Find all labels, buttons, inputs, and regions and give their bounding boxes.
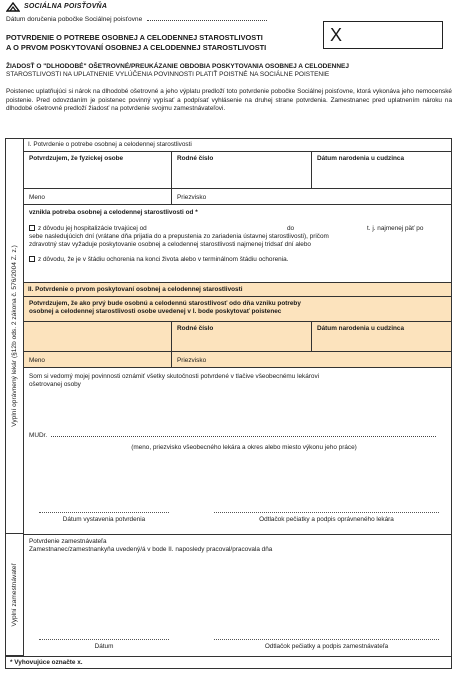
checkbox-hospitalization[interactable] [29, 225, 35, 231]
meno-cell-2[interactable] [24, 352, 172, 368]
title-line-2: A O PRVOM POSKYTOVANÍ OSOBNEJ A CELODENNEJ STAROSTLIVOSTI [6, 42, 267, 52]
logo [6, 2, 107, 12]
mudr-hint: (meno, priezvisko všeobecného lekára a okres alebo miesto výkonu jeho práce) [131, 444, 357, 451]
receipt-date-row [6, 16, 326, 24]
section-2-heading-text: II. Potvrdenie o prvom poskytovaní osobnej a celodennej starostlivosti [28, 286, 243, 293]
sp-logo-icon [6, 2, 20, 12]
section-1-heading-text: I. Potvrdenie o potrebe osobnej a celodennej starostlivosti [28, 141, 192, 148]
section-2-confirm-line-2: osobnej a celodennej starostlivosti osobe uvedenej v I. bode poskytovať poistenec [29, 308, 282, 315]
mark-box[interactable] [323, 21, 443, 49]
option1-line-2: sebe nasledujúcich dní (vrátane dňa prijatia do a prepustenia zo zariadenia ústavnej starostlivosti), pričom [29, 233, 329, 240]
section-2-heading [24, 283, 451, 297]
receipt-date-field[interactable] [147, 20, 267, 21]
subtitle-line-1: ŽIADOSŤ O "DLHODOBÉ" OŠETROVNÉ/PREUKÁZANIE OBDOBIA POSKYTOVANIA OSOBNEJ A CELODENNEJ [6, 63, 349, 70]
meno-cell-1[interactable] [24, 189, 172, 205]
rodne-cislo-label-1: Rodné číslo [177, 155, 214, 162]
priezvisko-cell-1[interactable] [172, 189, 451, 205]
subtitle [6, 63, 452, 80]
priezvisko-label-1: Priezvisko [177, 194, 207, 201]
need-block [24, 205, 451, 283]
employer-stamp-label: Odtlačok pečiatky a podpis zamestnávateľa [264, 643, 389, 650]
confirm-person-cell [24, 152, 172, 189]
mudr-label: MUDr. [29, 432, 48, 439]
confirm-person-label: Potvrdzujem, že fyzickej osobe [29, 155, 124, 162]
subtitle-line-2: STAROSTLIVOSTI NA UPLATNENIE VYLÚČENIA POVINNOSTI PLATIŤ POISTNÉ NA SOCIÁLNE POISTENIE [6, 71, 330, 79]
priezvisko-cell-2[interactable] [172, 352, 451, 368]
intro-paragraph: Poistenec uplatňujúci si nárok na dlhodobé ošetrovné a jeho výplatu predloží toto potvrdenie pobočke Sociálnej poisťovne, ktorá vykonáva jeho nemocenské poistenie. Pred odovzdaním je poistenec povinný vypísať a podpísať vyhlásenie na druhej strane potvrdenia. Zamestnanec pred uplatnením nároku na dlhodobé ošetrovné predloží žiadosť na potvrdenie svojmu zamestnávateľovi. [6, 88, 452, 113]
option2-text: z dôvodu, že je v štádiu ochorenia na konci života alebo v terminálnom štádiu ochorenia. [38, 256, 289, 263]
logo-text: SOCIÁLNA POISŤOVŇA [24, 2, 108, 10]
doctor-statement-line-1: Som si vedomý mojej povinnosti oznámiť všetky skutočnosti potvrdené v tlačive všeobecnému lekárovi [29, 373, 320, 380]
mark-value: X [330, 24, 343, 45]
employer-heading: Potvrdenie zamestnávateľa [29, 538, 107, 545]
doctor-date-field[interactable] [39, 512, 169, 513]
birth-date-cell-2[interactable] [312, 322, 451, 352]
birth-date-label-1: Dátum narodenia u cudzinca [317, 155, 404, 162]
doctor-stamp-field[interactable] [214, 512, 439, 513]
option-terminal [29, 256, 446, 264]
section-2-blank-cell [24, 322, 172, 352]
birth-date-label-2: Dátum narodenia u cudzinca [317, 325, 404, 332]
page-title [6, 33, 321, 52]
employer-side-text: Vyplní zamestnávateľ [10, 563, 18, 626]
employer-date-label: Dátum [94, 643, 114, 650]
meno-label-2: Meno [29, 357, 45, 364]
footnote-text: * Vyhovujúce označte x. [10, 659, 83, 666]
title-line-1: POTVRDENIE O POTREBE OSOBNEJ A CELODENNEJ STAROSTLIVOSTI [6, 33, 263, 42]
employer-side-label [6, 534, 24, 656]
rodne-cislo-label-2: Rodné číslo [177, 325, 214, 332]
option1-part-b: do [287, 225, 295, 232]
mudr-row [29, 432, 443, 440]
birth-date-cell-1[interactable] [312, 152, 451, 189]
option1-part-a: z dôvodu jej hospitalizácie trvajúcej od [38, 225, 147, 232]
section-1-heading [24, 139, 451, 152]
checkbox-terminal[interactable] [29, 256, 35, 262]
doctor-side-text: Vyplní oprávnený lekár (§12b ods. 2 zákona č. 576/2004 Z. z.) [10, 245, 18, 427]
employer-text: Zamestnanec/zamestnankyňa uvedený/á v bode II. naposledy pracoval/pracovala dňa [29, 546, 273, 553]
doctor-side-label [6, 139, 24, 534]
footnote [6, 656, 451, 668]
doctor-stamp-label: Odtlačok pečiatky a podpis oprávneného lekára [259, 516, 394, 523]
doctor-statement-line-2: ošetrovanej osoby [29, 381, 81, 388]
option1-part-c: t. j. najmenej päť po [367, 225, 424, 232]
rodne-cislo-cell-2[interactable] [172, 322, 312, 352]
employer-stamp-field[interactable] [214, 639, 439, 640]
employer-block [24, 534, 451, 656]
priezvisko-label-2: Priezvisko [177, 357, 207, 364]
option-hospitalization [29, 225, 446, 233]
section-2-confirm [24, 297, 451, 322]
doctor-date-label: Dátum vystavenia potvrdenia [62, 516, 146, 523]
doctor-block [24, 368, 451, 534]
form-table [5, 138, 452, 669]
receipt-date-label: Dátum doručenia pobočke Sociálnej poisťovne [6, 16, 143, 23]
employer-date-field[interactable] [39, 639, 169, 640]
need-label: vznikla potreba osobnej a celodennej starostlivosti od * [29, 209, 198, 216]
meno-label-1: Meno [29, 194, 45, 201]
rodne-cislo-cell-1[interactable] [172, 152, 312, 189]
option1-line-3: zdravotný stav vyžaduje poskytovanie osobnej a celodennej starostlivosti najmenej tridsať dní alebo [29, 241, 311, 248]
section-2-confirm-line-1: Potvrdzujem, že ako prvý bude osobnú a celodennú starostlivosť odo dňa vzniku potreby [29, 300, 301, 307]
mudr-field[interactable] [51, 436, 436, 437]
